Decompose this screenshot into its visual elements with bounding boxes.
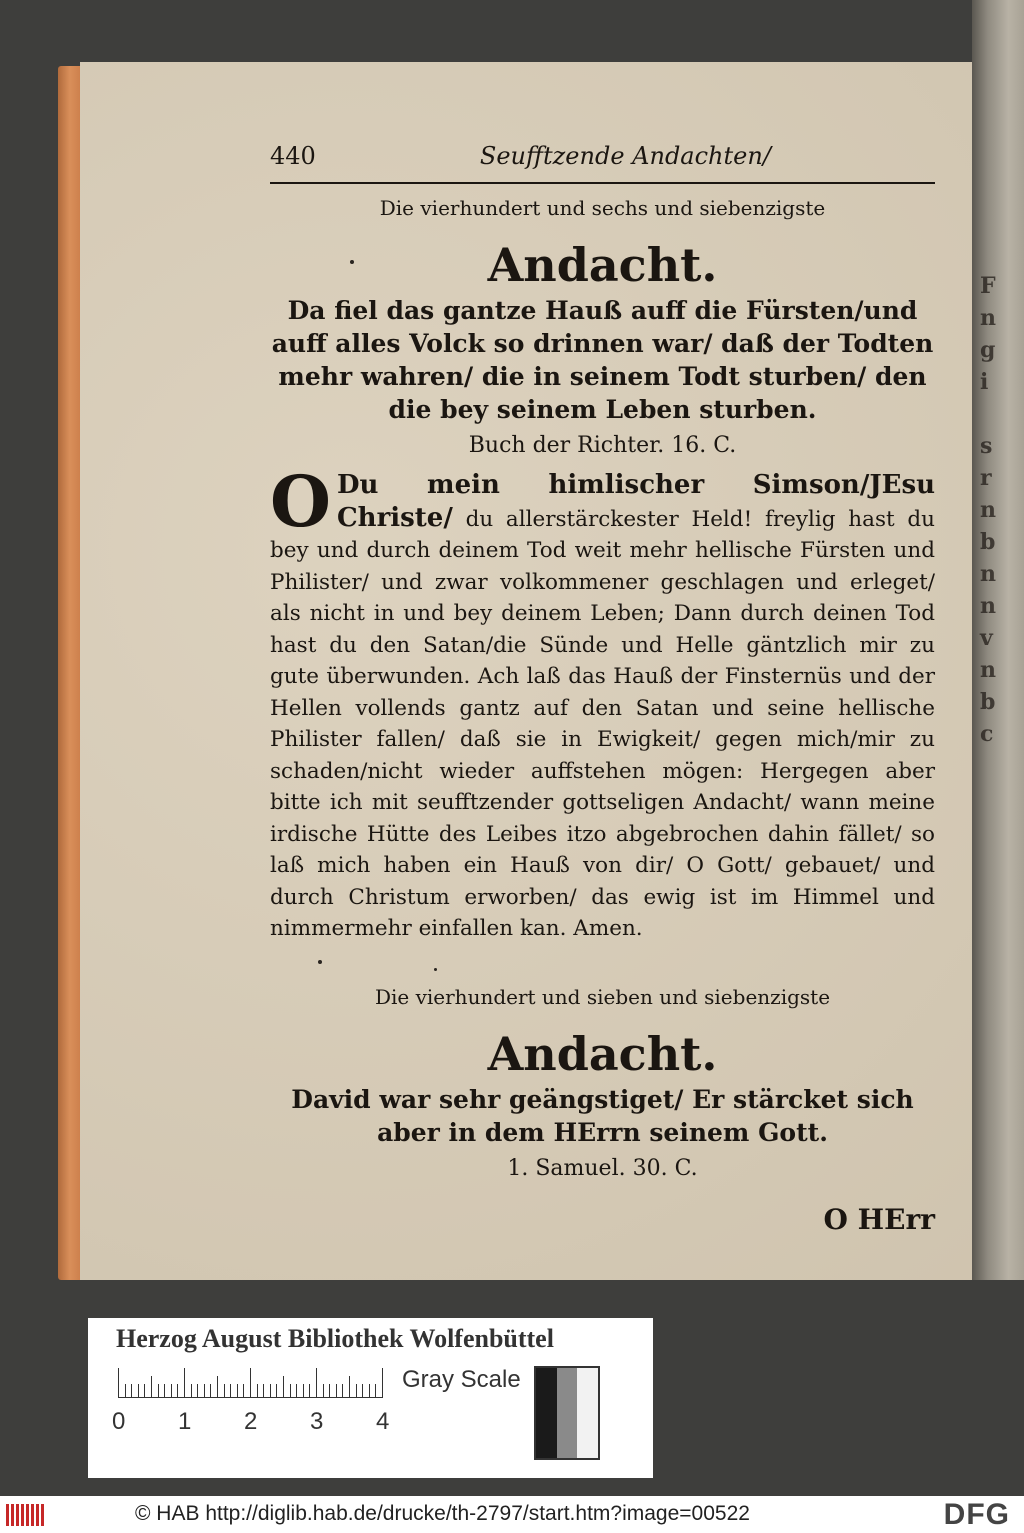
running-title: Seufftzende Andachten/ <box>479 142 771 170</box>
ruler-tick <box>356 1384 357 1398</box>
ruler-tick <box>164 1384 165 1398</box>
ruler-tick <box>138 1384 139 1398</box>
gray-scale-label: Gray Scale <box>402 1366 521 1393</box>
facing-page-fragments: F n g i s r n b n n v n b c <box>980 273 996 747</box>
ruler-tick <box>263 1384 264 1398</box>
ruler-number: 4 <box>376 1408 390 1435</box>
ruler-tick <box>316 1368 317 1398</box>
ruler-tick <box>230 1384 231 1398</box>
prayer-text <box>270 460 935 945</box>
swatch-segment <box>557 1368 578 1458</box>
ruler-tick <box>290 1384 291 1398</box>
ruler-tick <box>191 1384 192 1398</box>
scripture-verse: Da fiel das gantze Hauß auff die Fürsten/und auff alles Volck so drinnen war/ daß der Todten mehr wahren/ die in seinem Todt sturben/ den die bey seinem Leben sturben. <box>271 296 934 424</box>
ruler-tick <box>375 1384 376 1398</box>
ruler-tick <box>250 1368 251 1398</box>
ruler-number: 0 <box>112 1408 126 1435</box>
catchword: O HErr <box>823 1202 935 1236</box>
ruler-tick <box>158 1384 159 1398</box>
ruler-tick <box>151 1376 152 1398</box>
running-head <box>270 142 935 184</box>
ruler-tick <box>217 1376 218 1398</box>
facing-page-edge <box>972 0 1024 1280</box>
ruler-tick <box>303 1384 304 1398</box>
ruler-tick <box>283 1376 284 1398</box>
ruler-tick <box>336 1384 337 1398</box>
scripture-citation: Buch der Richter. 16. C. <box>468 433 737 458</box>
gray-scale-swatch <box>534 1366 600 1460</box>
scripture-citation: 1. Samuel. 30. C. <box>507 1155 698 1181</box>
library-name: Herzog August Bibliothek Wolfenbüttel <box>116 1324 554 1353</box>
ruler-tick <box>362 1384 363 1398</box>
ruler-tick <box>171 1384 172 1398</box>
text-block <box>270 142 935 1236</box>
ruler-tick <box>237 1384 238 1398</box>
scripture-verse: David war sehr geängstiget/ Er stärcket sich aber in dem HErrn seinem Gott. <box>291 1084 914 1147</box>
ruler-tick <box>125 1384 126 1398</box>
ruler-tick <box>118 1368 119 1398</box>
ruler-tick <box>144 1384 145 1398</box>
section-title: Andacht. <box>487 1026 718 1081</box>
section-title: Andacht. <box>487 238 718 292</box>
ruler-tick <box>243 1384 244 1398</box>
ruler-tick <box>270 1384 271 1398</box>
viewer-footer <box>0 1496 1024 1533</box>
ruler-tick <box>131 1384 132 1398</box>
ruler-tick <box>276 1384 277 1398</box>
drop-cap: O <box>270 460 331 543</box>
color-calibration-card <box>88 1318 653 1478</box>
ruler-tick <box>323 1384 324 1398</box>
dfg-logo: DFG <box>943 1498 1010 1531</box>
ruler-tick <box>204 1384 205 1398</box>
ruler-tick <box>329 1384 330 1398</box>
hab-logo-icon <box>6 1504 44 1526</box>
ruler-tick <box>349 1376 350 1398</box>
ruler-tick <box>296 1384 297 1398</box>
ruler-tick <box>257 1384 258 1398</box>
prayer-opening: Du mein himlischer Simson/JEsu Christe/ <box>336 470 935 533</box>
ruler-tick <box>184 1368 185 1398</box>
swatch-segment <box>577 1368 598 1458</box>
ruler-tick <box>342 1384 343 1398</box>
ruler-tick <box>210 1384 211 1398</box>
ruler-tick <box>177 1384 178 1398</box>
ruler-scale <box>118 1368 382 1398</box>
ruler-number: 2 <box>244 1408 258 1435</box>
ruler-tick <box>309 1384 310 1398</box>
ruler-number: 1 <box>178 1408 192 1435</box>
ruler-tick <box>224 1384 225 1398</box>
prayer-body: du allerstärckester Held! freylig hast du bey und durch deinem Tod weit mehr hellische Fürsten und Philister/ und zwar volkommener geschlagen und erleget/ als nicht in und bey deinem Leben; Dann durch deinen Tod hast du den Satan/die Sünde und Helle gäntzlich mir zu gute überwunden. Ach laß das Hauß der Finsternüs und der Hellen vollends gantz auf den Satan und seine hellische Philister fallen/ daß sie in Ewigkeit/ gegen mich/mir zu schaden/nicht wieder auffstehen mögen: Hergegen aber bitte ich mit seufftzender gottseligen Andacht/ wann meine irdische Hütte des Leibes itzo abgebrochen dahin fället/ so laß mich haben ein Hauß von dir/ O Gott/ gebauet/ und durch Christum erworben/ das ewig ist im Himmel und nimmermehr einfallen kan. Amen. <box>270 506 935 941</box>
page-number: 440 <box>270 142 316 170</box>
ruler-tick <box>382 1368 383 1398</box>
ruler-number: 3 <box>310 1408 324 1435</box>
section-ordinal: Die vierhundert und sechs und siebenzigste <box>379 196 826 220</box>
swatch-segment <box>536 1368 557 1458</box>
section-ordinal: Die vierhundert und sieben und siebenzigste <box>374 984 831 1009</box>
source-credit-link[interactable]: © HAB http://diglib.hab.de/drucke/th-2797/start.htm?image=00522 <box>135 1502 750 1525</box>
book-page <box>80 62 972 1280</box>
ruler-tick <box>197 1384 198 1398</box>
ruler-tick <box>369 1384 370 1398</box>
